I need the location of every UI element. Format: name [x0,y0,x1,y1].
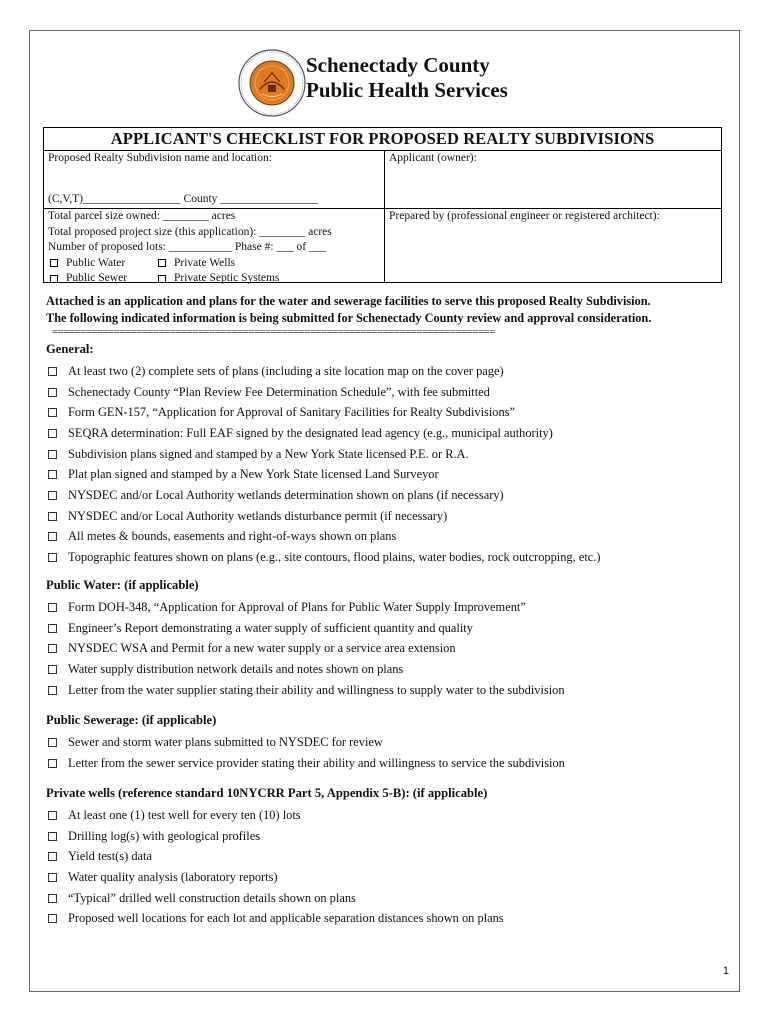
checkbox[interactable] [48,686,57,695]
checklist-item-label: Drilling log(s) with geological profiles [68,828,261,843]
intro-line-2: The following indicated information is being submitted for Schenectady County review and approval consideration. [46,311,652,325]
intro-statement [46,293,736,327]
applicant-cell [385,150,721,208]
checkbox[interactable] [48,532,57,541]
public-water-label: Public Water [66,256,126,269]
checklist-item-label: Engineer’s Report demonstrating a water supply of sufficient quantity and quality [68,620,473,635]
checkbox[interactable] [50,275,58,283]
checklist-item-label: Form DOH-348, “Application for Approval of Plans for Public Water Supply Improvement” [68,599,526,614]
section-public-sewerage [46,712,736,773]
checklist-item[interactable] [46,402,736,423]
checkbox[interactable] [48,553,57,562]
checklist-item-label: Sewer and storm water plans submitted to NYSDEC for review [68,734,383,749]
checklist-item[interactable] [46,597,736,618]
checklist-item[interactable] [46,361,736,382]
checklist-item[interactable] [46,547,736,568]
checklist-item[interactable] [46,444,736,465]
checklist-item[interactable] [46,680,736,701]
intro-line-1: Attached is an application and plans for the water and sewerage facilities to serve this proposed Realty Subdivision. [46,294,651,308]
public-sewer-label: Public Sewer [66,272,128,284]
checklist-item[interactable] [46,805,736,826]
checklist-item[interactable] [46,527,736,548]
checkbox[interactable] [48,512,57,521]
agency-name [306,53,508,103]
checklist-item[interactable] [46,638,736,659]
section-title: General: [46,342,94,356]
checkbox[interactable] [48,665,57,674]
checkbox[interactable] [48,644,57,653]
checklist-item[interactable] [46,908,736,929]
private-wells-label: Private Wells [174,256,236,269]
section-title: Private wells (reference standard 10NYCRR Part 5, Appendix 5-B): (if applicable) [46,786,488,800]
checklist-item[interactable] [46,826,736,847]
checklist-item-label: At least two (2) complete sets of plans (including a site location map on the cover page) [68,363,504,378]
checklist-item-label: Water supply distribution network details and notes shown on plans [68,661,404,676]
checklist-item-label: Water quality analysis (laboratory reports) [68,869,278,884]
checklist-item-label: Subdivision plans signed and stamped by a New York State licensed P.E. or R.A. [68,446,469,461]
checklist-item-label: All metes & bounds, easements and right-of-ways shown on plans [68,529,397,544]
private-septic-option[interactable] [156,271,316,287]
checkbox[interactable] [158,275,166,283]
checklist-item-label: Letter from the sewer service provider stating their ability and willingness to service the subdivision [68,755,565,770]
private-septic-label: Private Septic Systems [174,272,280,284]
subdivision-label: Proposed Realty Subdivision name and location: [48,152,272,164]
checkbox[interactable] [48,388,57,397]
private-wells-option[interactable] [156,256,264,272]
checklist-item[interactable] [46,846,736,867]
checklist-title: APPLICANT'S CHECKLIST FOR PROPOSED REALTY SUBDIVISIONS [44,128,721,151]
checkbox[interactable] [48,603,57,612]
checklist-item[interactable] [46,888,736,909]
cvt-county-line: (C,V,T)_________________ County _________________ [48,192,319,205]
water-options [48,256,380,272]
checklist-item[interactable] [46,464,736,485]
document-page [29,30,740,992]
agency-line-county: Schenectady County [306,53,490,77]
checkbox[interactable] [158,259,166,267]
checklist-item-label: Topographic features shown on plans (e.g., site contours, flood plains, water bodies, rock outcropping, etc.) [68,550,601,565]
parcel-size-line: Total parcel size owned: ________ acres [48,210,236,222]
section-general [46,341,736,568]
sewer-options [48,271,380,287]
checklist-item-label: Letter from the water supplier stating their ability and willingness to supply water to the subdivision [68,682,565,697]
project-size-cell [44,208,385,282]
section-title: Public Sewerage: (if applicable) [46,713,217,727]
info-row-bottom [44,208,721,282]
checkbox[interactable] [48,624,57,633]
agency-line-department: Public Health Services [306,78,508,102]
checkbox[interactable] [48,759,57,768]
checklist-item-label: Form GEN-157, “Application for Approval of Sanitary Facilities for Realty Subdivisions” [68,405,516,420]
checklist-item-label: NYSDEC and/or Local Authority wetlands disturbance permit (if necessary) [68,508,448,523]
checkbox[interactable] [48,450,57,459]
checklist-item-label: Schenectady County “Plan Review Fee Determination Schedule”, with fee submitted [68,384,490,399]
prepared-by-label: Prepared by (professional engineer or registered architect): [389,210,660,222]
project-size-line: Total proposed project size (this application): ________ acres [48,225,332,238]
checklist-item[interactable] [46,659,736,680]
checkbox[interactable] [48,367,57,376]
checklist-item[interactable] [46,382,736,403]
separator-rule: =============================================================================== [52,326,495,338]
checkbox[interactable] [50,259,58,267]
checklist-item[interactable] [46,485,736,506]
checklist-item-label: Proposed well locations for each lot and applicable separation distances shown on plans [68,911,504,926]
checklist-item-label: SEQRA determination: Full EAF signed by the designated lead agency (e.g., municipal authority) [68,425,553,440]
county-seal-icon [238,49,306,117]
document-header [30,45,739,125]
info-row-top [44,150,721,209]
checklist-item[interactable] [46,506,736,527]
checkbox[interactable] [48,429,57,438]
lots-line: Number of proposed lots: ___________ Phase #: ___ of ___ [48,241,327,253]
checklist-item-label: At least one (1) test well for every ten (10) lots [68,807,301,822]
checkbox[interactable] [48,470,57,479]
page-number: 1 [722,965,729,977]
checkbox[interactable] [48,408,57,417]
applicant-info-box [43,127,722,283]
checklist-item[interactable] [46,753,736,774]
section-private-wells [46,785,736,929]
checklist-item-label: NYSDEC WSA and Permit for a new water supply or a service area extension [68,641,456,656]
checkbox[interactable] [48,894,57,903]
section-public-water [46,577,736,700]
checklist-item[interactable] [46,423,736,444]
checkbox[interactable] [48,873,57,882]
checkbox[interactable] [48,832,57,841]
checklist-item-label: NYSDEC and/or Local Authority wetlands determination shown on plans (if necessary) [68,487,504,502]
checkbox[interactable] [48,738,57,747]
checklist-item[interactable] [46,867,736,888]
subdivision-cell [44,150,385,208]
public-water-option[interactable] [48,256,156,272]
checkbox[interactable] [48,811,57,820]
prepared-by-cell [385,208,721,282]
checklist-item-label: “Typical” drilled well construction details shown on plans [68,890,356,905]
applicant-label: Applicant (owner): [389,152,477,164]
public-sewer-option[interactable] [48,271,156,287]
checklist-item[interactable] [46,732,736,753]
checkbox[interactable] [48,914,57,923]
section-title: Public Water: (if applicable) [46,578,199,592]
checklist-item[interactable] [46,618,736,639]
checklist-item-label: Yield test(s) data [68,849,152,864]
checkbox[interactable] [48,491,57,500]
checkbox[interactable] [48,852,57,861]
checklist-item-label: Plat plan signed and stamped by a New York State licensed Land Surveyor [68,467,439,482]
